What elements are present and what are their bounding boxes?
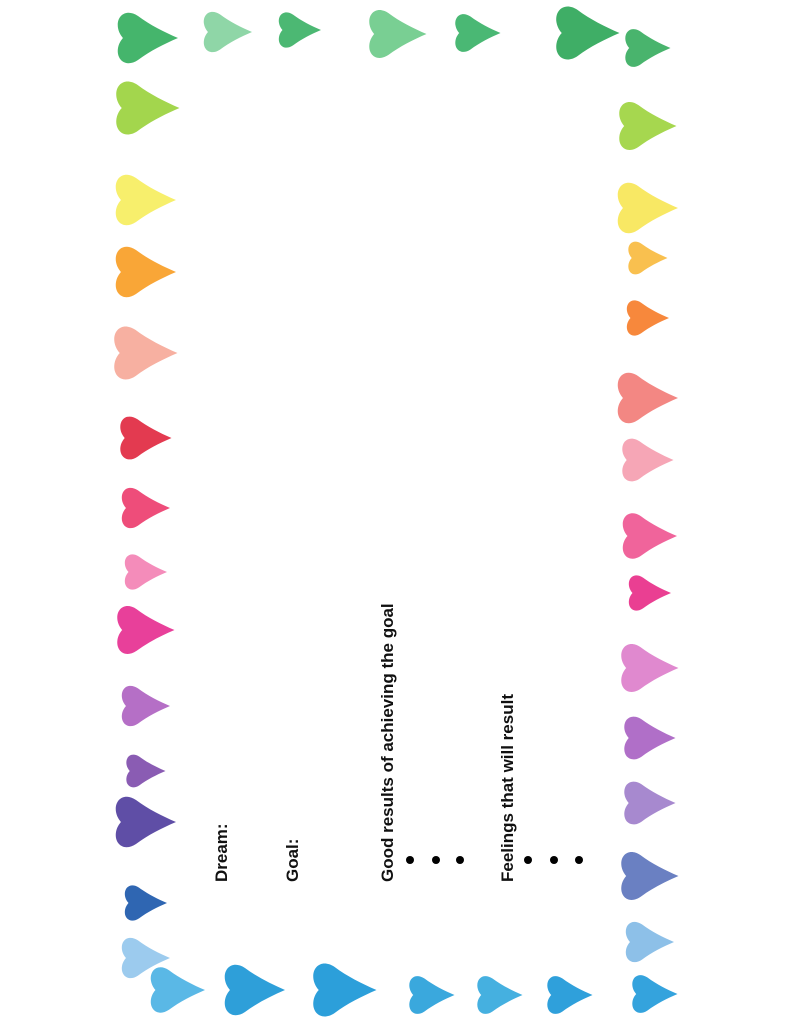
bullet-results-3 bbox=[456, 856, 464, 864]
heart-icon bbox=[455, 14, 500, 52]
heart-icon bbox=[625, 29, 670, 67]
heart-icon bbox=[125, 885, 167, 920]
heart-icon bbox=[629, 575, 671, 610]
bullet-feelings-1 bbox=[524, 856, 532, 864]
heart-icon bbox=[225, 965, 285, 1015]
heart-icon bbox=[628, 242, 667, 275]
goal-label: Goal: bbox=[283, 838, 302, 882]
bullet-feelings-2 bbox=[550, 856, 558, 864]
heart-icon bbox=[624, 717, 675, 760]
heart-icon bbox=[618, 373, 678, 423]
heart-icon bbox=[632, 975, 677, 1013]
heart-icon bbox=[116, 175, 176, 225]
good-results-label: Good results of achieving the goal bbox=[378, 603, 397, 882]
heart-icon bbox=[120, 417, 171, 460]
heart-icon bbox=[556, 7, 619, 60]
heart-icon bbox=[125, 554, 167, 589]
heart-icon bbox=[618, 183, 678, 233]
heart-icon bbox=[547, 976, 592, 1014]
heart-icon bbox=[622, 439, 673, 482]
heart-icon bbox=[118, 13, 178, 63]
heart-icon bbox=[313, 964, 376, 1017]
heart-icon bbox=[369, 10, 426, 58]
heart-icon bbox=[477, 976, 522, 1014]
heart-icon bbox=[116, 247, 176, 297]
bullet-results-2 bbox=[432, 856, 440, 864]
heart-icon bbox=[626, 922, 674, 962]
heart-icon bbox=[409, 976, 454, 1014]
heart-icon bbox=[623, 513, 677, 558]
heart-icon bbox=[621, 852, 678, 900]
heart-icon bbox=[204, 12, 252, 52]
dream-label: Dream: bbox=[212, 823, 231, 882]
heart-icon bbox=[117, 606, 174, 654]
heart-icon bbox=[116, 797, 176, 847]
heart-icon bbox=[627, 300, 669, 335]
heart-icon bbox=[114, 327, 177, 380]
heart-icon bbox=[621, 644, 678, 692]
heart-icon bbox=[122, 686, 170, 726]
heart-icon bbox=[619, 102, 676, 150]
heart-icon bbox=[116, 82, 179, 135]
heart-icon bbox=[126, 755, 165, 788]
bullet-feelings-3 bbox=[575, 856, 583, 864]
heart-icon bbox=[624, 782, 675, 825]
heart-icon bbox=[279, 12, 321, 47]
bullet-results-1 bbox=[406, 856, 414, 864]
heart-icon bbox=[151, 967, 205, 1012]
heart-icon bbox=[122, 488, 170, 528]
feelings-label: Feelings that will result bbox=[498, 694, 517, 882]
